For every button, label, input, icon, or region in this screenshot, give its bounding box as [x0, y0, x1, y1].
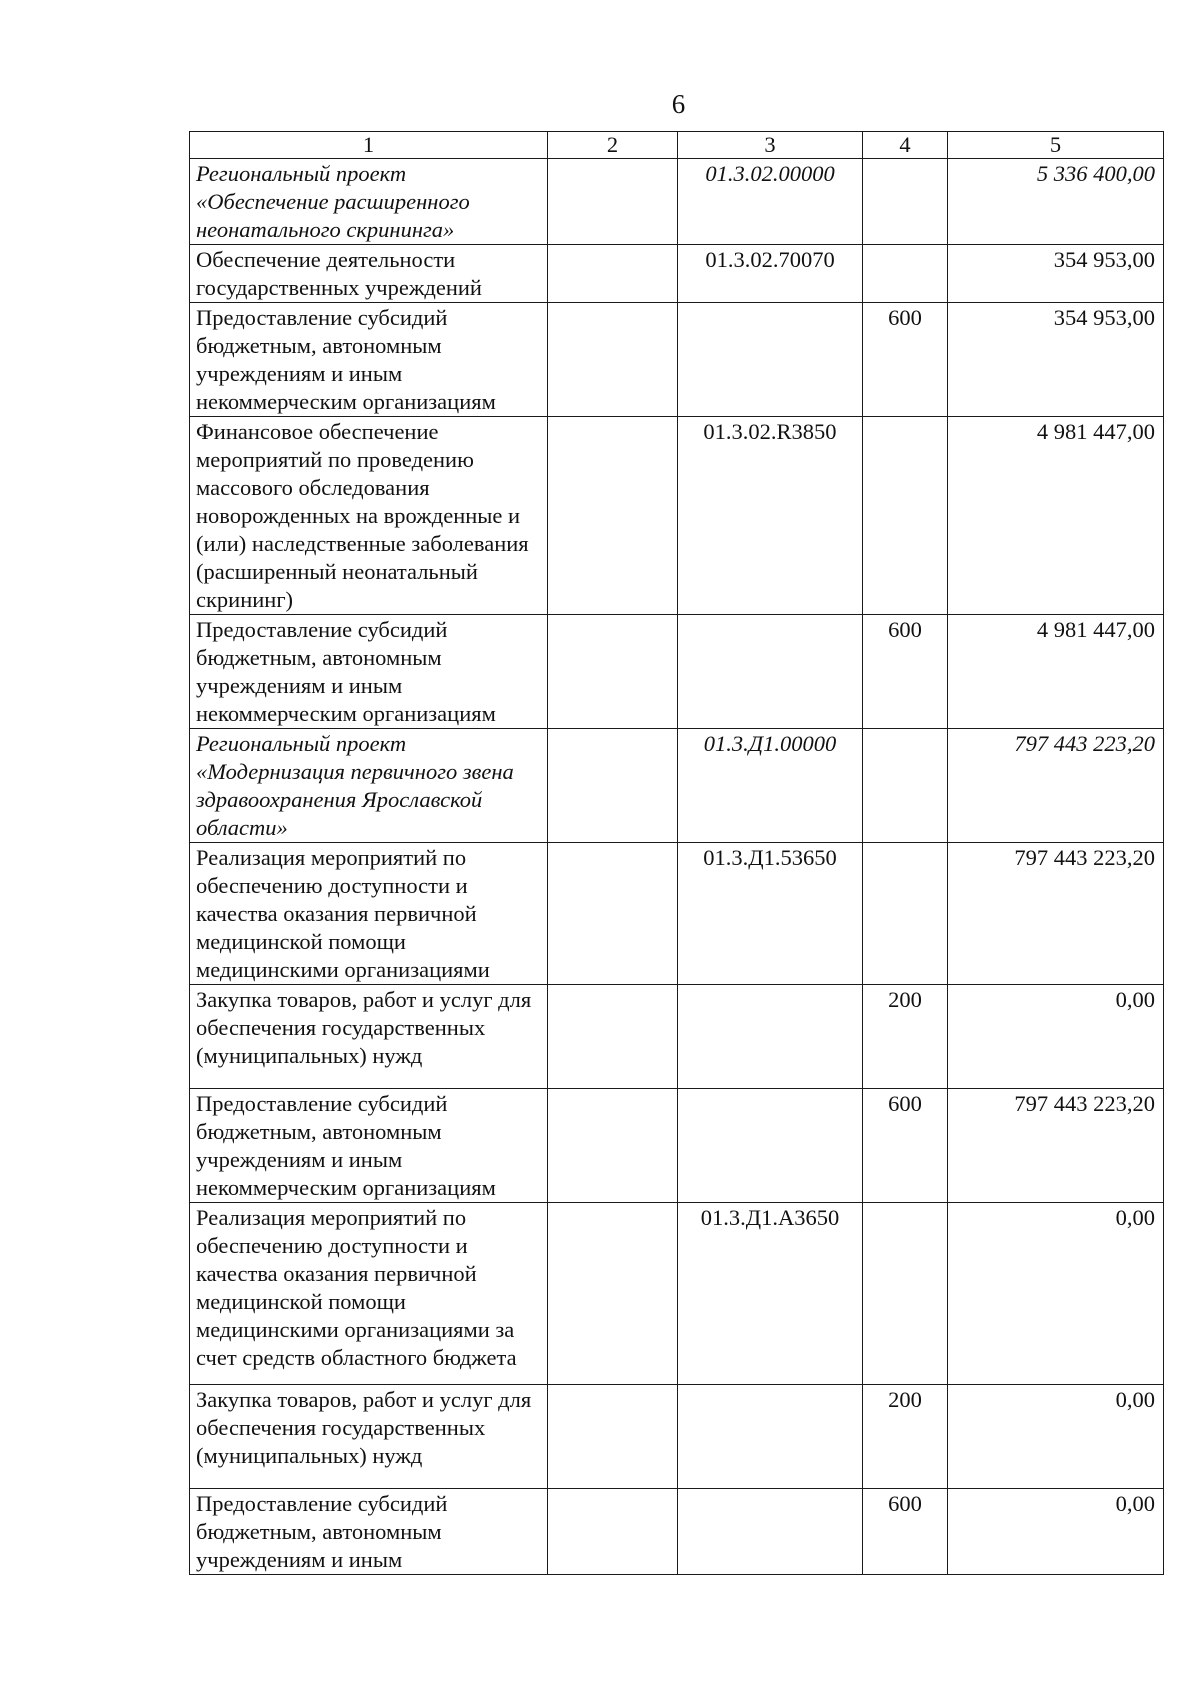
row-code-cell: 01.3.Д1.00000 — [678, 729, 863, 843]
row-type-cell — [863, 843, 948, 985]
row-name-cell: Обеспечение деятельности государственных учреждений — [190, 245, 548, 303]
row-amount-cell: 797 443 223,20 — [948, 729, 1164, 843]
row-amount-cell: 0,00 — [948, 1385, 1164, 1489]
row-code-cell: 01.3.Д1.53650 — [678, 843, 863, 985]
row-name-cell: Предоставление субсидий бюджетным, автономным учреждениям и иным некоммерческим организациям — [190, 1089, 548, 1203]
header-col-2: 2 — [548, 132, 678, 159]
row-amount-cell: 4 981 447,00 — [948, 417, 1164, 615]
row-amount-cell: 4 981 447,00 — [948, 615, 1164, 729]
table-row — [190, 1203, 1164, 1385]
row-col2-cell — [548, 729, 678, 843]
row-col2-cell — [548, 1489, 678, 1575]
table-row — [190, 843, 1164, 985]
budget-table — [189, 131, 1164, 1575]
table-row — [190, 985, 1164, 1089]
row-name-cell: Реализация мероприятий по обеспечению доступности и качества оказания первичной медицинской помощи медицинскими организациями — [190, 843, 548, 985]
row-amount-cell: 797 443 223,20 — [948, 1089, 1164, 1203]
header-col-4: 4 — [863, 132, 948, 159]
row-col2-cell — [548, 1385, 678, 1489]
table-row — [190, 245, 1164, 303]
row-name-cell: Предоставление субсидий бюджетным, автономным учреждениям и иным некоммерческим организациям — [190, 303, 548, 417]
header-col-3: 3 — [678, 132, 863, 159]
row-amount-cell: 354 953,00 — [948, 245, 1164, 303]
row-col2-cell — [548, 985, 678, 1089]
row-type-cell: 600 — [863, 615, 948, 729]
row-name-cell: Закупка товаров, работ и услуг для обеспечения государственных (муниципальных) нужд — [190, 985, 548, 1089]
row-amount-cell: 0,00 — [948, 1203, 1164, 1385]
table-row — [190, 1489, 1164, 1575]
row-code-cell: 01.3.02.00000 — [678, 159, 863, 245]
table-row — [190, 303, 1164, 417]
row-type-cell: 600 — [863, 303, 948, 417]
row-code-cell: 01.3.Д1.А3650 — [678, 1203, 863, 1385]
table-row — [190, 417, 1164, 615]
row-type-cell — [863, 245, 948, 303]
row-amount-cell: 0,00 — [948, 1489, 1164, 1575]
table-header-row — [190, 132, 1164, 159]
row-type-cell — [863, 729, 948, 843]
row-type-cell: 600 — [863, 1089, 948, 1203]
table-row — [190, 159, 1164, 245]
row-code-cell — [678, 1089, 863, 1203]
table-row — [190, 729, 1164, 843]
row-col2-cell — [548, 843, 678, 985]
row-code-cell — [678, 1489, 863, 1575]
row-code-cell — [678, 985, 863, 1089]
row-code-cell — [678, 303, 863, 417]
row-code-cell — [678, 615, 863, 729]
table-row — [190, 615, 1164, 729]
row-type-cell: 200 — [863, 1385, 948, 1489]
row-col2-cell — [548, 615, 678, 729]
row-col2-cell — [548, 245, 678, 303]
row-col2-cell — [548, 1089, 678, 1203]
header-col-1: 1 — [190, 132, 548, 159]
row-type-cell — [863, 1203, 948, 1385]
row-code-cell: 01.3.02.R3850 — [678, 417, 863, 615]
row-amount-cell: 5 336 400,00 — [948, 159, 1164, 245]
row-name-cell: Закупка товаров, работ и услуг для обеспечения государственных (муниципальных) нужд — [190, 1385, 548, 1489]
row-name-cell: Предоставление субсидий бюджетным, автономным учреждениям и иным — [190, 1489, 548, 1575]
row-amount-cell: 0,00 — [948, 985, 1164, 1089]
row-type-cell: 200 — [863, 985, 948, 1089]
row-type-cell: 600 — [863, 1489, 948, 1575]
row-name-cell: Предоставление субсидий бюджетным, автономным учреждениям и иным некоммерческим организациям — [190, 615, 548, 729]
row-type-cell — [863, 159, 948, 245]
page-number: 6 — [671, 89, 686, 119]
row-amount-cell: 354 953,00 — [948, 303, 1164, 417]
row-col2-cell — [548, 303, 678, 417]
row-code-cell — [678, 1385, 863, 1489]
row-col2-cell — [548, 159, 678, 245]
row-name-cell: Региональный проект «Обеспечение расширенного неонатального скрининга» — [190, 159, 548, 245]
header-col-5: 5 — [948, 132, 1164, 159]
row-col2-cell — [548, 417, 678, 615]
row-type-cell — [863, 417, 948, 615]
row-col2-cell — [548, 1203, 678, 1385]
table-row — [190, 1385, 1164, 1489]
row-name-cell: Финансовое обеспечение мероприятий по проведению массового обследования новорожденных на врожденные и (или) наследственные заболевания (расширенный неонатальный скрининг) — [190, 417, 548, 615]
row-name-cell: Региональный проект «Модернизация первичного звена здравоохранения Ярославской области» — [190, 729, 548, 843]
row-name-cell: Реализация мероприятий по обеспечению доступности и качества оказания первичной медицинской помощи медицинскими организациями за счет средств областного бюджета — [190, 1203, 548, 1385]
row-code-cell: 01.3.02.70070 — [678, 245, 863, 303]
row-amount-cell: 797 443 223,20 — [948, 843, 1164, 985]
table-row — [190, 1089, 1164, 1203]
